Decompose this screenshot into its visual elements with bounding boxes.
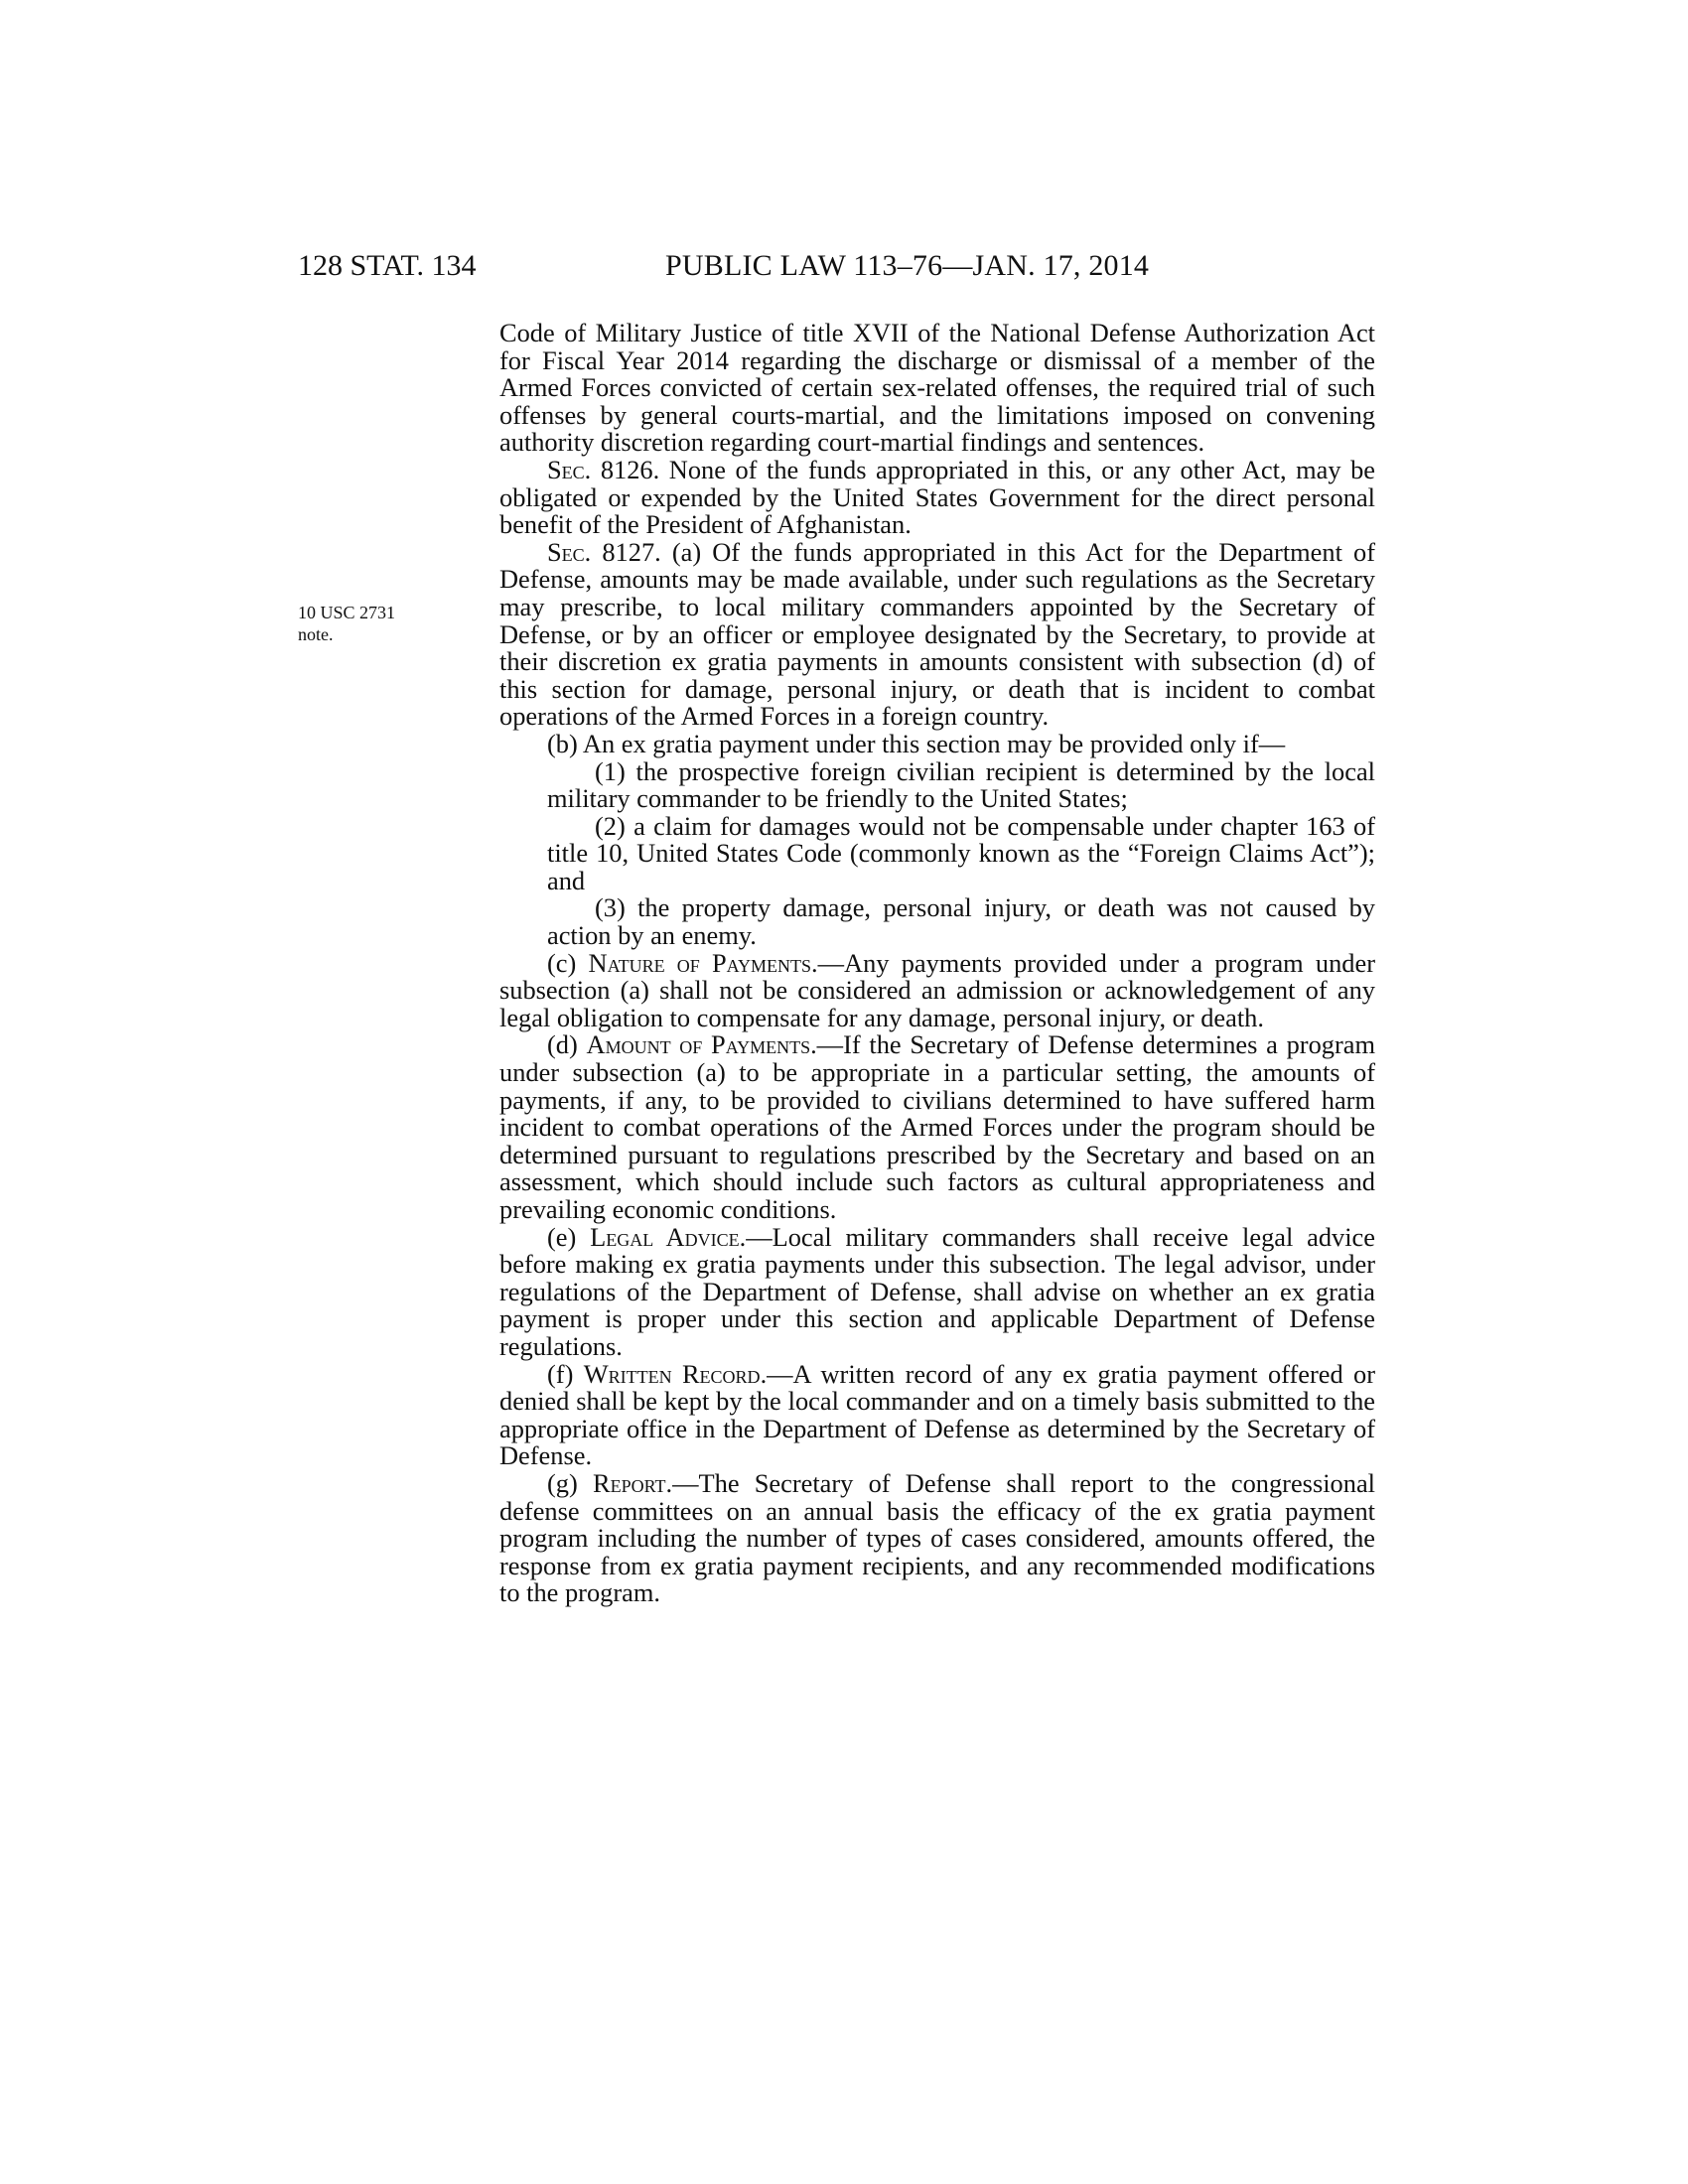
subsection-heading: Amount of Payments (586, 1029, 811, 1060)
stat-page-number: 128 STAT. 134 (298, 249, 477, 282)
subsection-prefix: (e) (547, 1221, 591, 1252)
section-text: 8127. (a) Of the funds appropriated in this Act for the Department of Defense, amounts may be made available, under such regulations as the Secretary may prescribe, to local military commanders appointed by the Secretary of Defense, or by an officer or employee designated by the Secretary, to provide at their discretion ex gratia payments in amounts consistent with subsection (d) of this section for damage, personal injury, or death that is incident to combat operations of the Armed Forces in a foreign country. (499, 536, 1375, 732)
paragraph-3: (3) the property damage, personal injury, or death was not caused by action by an enemy. (547, 892, 1375, 951)
section-8127 (499, 536, 1375, 732)
subsection-text: .—A written record of any ex gratia payment offered or denied shall be kept by the local commander and on a timely basis submitted to the appropriate office in the Department of Defense as determined by the Secretary of Defense. (499, 1358, 1375, 1471)
subsection-heading: Legal Advice (590, 1221, 740, 1252)
margin-note (298, 602, 457, 645)
section-text: 8126. None of the funds appropriated in this, or any other Act, may be obligated or expended by the United States Government for the direct personal benefit of the President of Afghanistan. (499, 454, 1375, 540)
paragraph-2: (2) a claim for damages would not be compensable under chapter 163 of title 10, United States Code (commonly known as the “Foreign Claims Act”); and (547, 810, 1375, 895)
subsection-d (499, 1031, 1375, 1223)
subsection-g (499, 1467, 1375, 1608)
margin-note-label: note. (298, 624, 334, 644)
subsection-prefix: (d) (547, 1029, 587, 1060)
margin-note-citation: 10 USC 2731 (298, 603, 396, 622)
subsection-b: (b) An ex gratia payment under this section may be provided only if— (547, 728, 1286, 758)
subsection-c (499, 947, 1376, 1032)
subsection-heading: Report (592, 1467, 666, 1498)
section-8126 (499, 454, 1375, 540)
subsection-f (499, 1358, 1375, 1471)
page-header (298, 246, 1370, 286)
subsection-text: .—Any payments provided under a program under subsection (a) shall not be considered an admission or acknowledgement of any legal obligation to compensate for any damage, personal injury, or death. (499, 947, 1376, 1032)
subsection-prefix: (c) (547, 947, 589, 978)
subsection-heading: Written Record (583, 1358, 761, 1389)
subsection-text: .—Local military commanders shall receive legal advice before making ex gratia payments under this subsection. The legal advisor, under regulations of the Department of Defense, shall advise on whether an ex gratia payment is proper under this section and applicable Department of Defense regulations. (499, 1221, 1375, 1361)
subsection-prefix: (f) (547, 1358, 584, 1389)
section-label: Sec. (547, 536, 592, 567)
continuation-paragraph: Code of Military Justice of title XVII of the National Defense Authorization Act for Fiscal Year 2014 regarding the discharge or dismissal of a member of the Armed Forces convicted of certain sex-related offenses, the required trial of such offenses by general courts-martial, and the limitations imposed on convening authority discretion regarding court-martial findings and sentences. (499, 318, 1375, 458)
body-text (499, 320, 1375, 1607)
section-label: Sec. (547, 454, 592, 484)
subsection-e (499, 1221, 1375, 1361)
subsection-prefix: (g) (547, 1467, 593, 1498)
law-title-date: PUBLIC LAW 113–76—JAN. 17, 2014 (665, 249, 1150, 282)
subsection-heading: Nature of Payments (588, 947, 812, 978)
subsection-text: .—If the Secretary of Defense determines a program under subsection (a) to be appropriate in a particular setting, the amounts of payments, if any, to be provided to civilians determined to have suffered harm incident to combat operations of the Armed Forces under the program should be determined pursuant to regulations prescribed by the Secretary and based on an assessment, which should include such factors as cultural appropriateness and prevailing economic conditions. (499, 1029, 1375, 1224)
subsection-text: .—The Secretary of Defense shall report to the congressional defense committees on an annual basis the efficacy of the ex gratia payment program including the number of types of cases considered, amounts offered, the response from ex gratia payment recipients, and any recommended modifications to the program. (499, 1467, 1375, 1608)
paragraph-1: (1) the prospective foreign civilian recipient is determined by the local military commander to be friendly to the United States; (547, 755, 1375, 814)
